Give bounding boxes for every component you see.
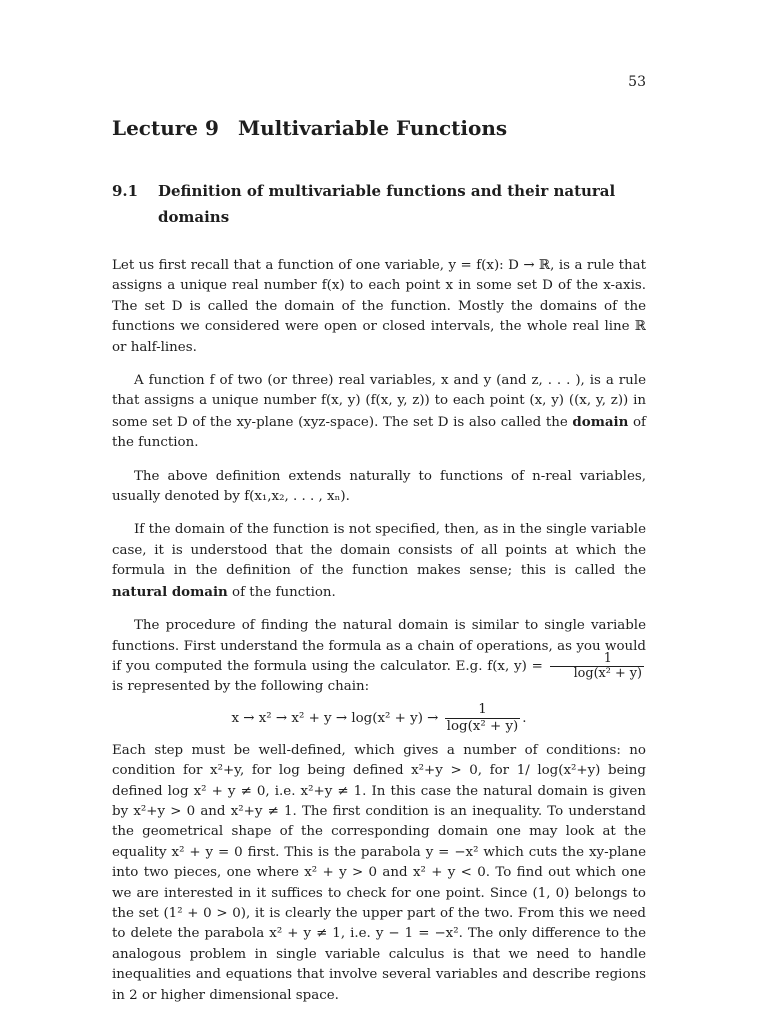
display-equation (112, 702, 646, 735)
equation-fraction (445, 702, 521, 735)
paragraph: Let us first recall that a function of one variable, y = f(x): D → ℝ, is a rule that assigns a unique real number f(x) to each point x in some set D of the x-axis. The set D is called the domain of the function. Mostly the domains of the functions we considered were open or closed intervals, the whole real line ℝ or half-lines. (112, 258, 646, 355)
equation-end: . (522, 710, 527, 726)
chapter-title-text: Multivariable Functions (238, 116, 508, 140)
paragraph: Each step must be well-defined, which gives a number of conditions: no condition for x²+y, for log being defined x²+y > 0, for 1/ log(x²+y) being defined log x² + y ≠ 0, i.e. x²+y ≠ 1. In this case the natural domain is given by x²+y > 0 and x²+y ≠ 1. The first condition is an inequality. To understand the geometrical shape of the corresponding domain one may look at the equality x² + y = 0 first. This is the parabola y = −x² which cuts the xy-plane into two pieces, one where x² + y > 0 and x² + y < 0. To find out which one we are interested in it suffices to check for one point. Since (1, 0) belongs to the set (1² + 0 > 0), it is clearly the upper part of the two. From this we need to delete the parabola x² + y ≠ 1, i.e. y − 1 = −x². The only difference to the analogous problem in single variable calculus is that we need to handle inequalities and equations that involve several variables and describe regions in 2 or higher dimensional space. (112, 742, 646, 1003)
paragraph-text: If the domain of the function is not specified, then, as in the single variable case, it is understood that the domain consists of all points at which the formula in the definition of the function makes sense; this is called the (112, 522, 646, 579)
inline-fraction (550, 652, 644, 681)
section-title-text: Definition of multivariable functions and their natural domains (158, 182, 616, 226)
chapter-title (112, 116, 652, 140)
paragraph: The above definition extends naturally to functions of n-real variables, usually denoted by f(x₁,x₂, . . . , xₙ). (112, 468, 646, 505)
equation-chain: x → x² → x² + y → log(x² + y) → (231, 710, 443, 726)
paragraph-text: of the function. (227, 584, 336, 600)
body-text (112, 256, 646, 1019)
chapter-number: Lecture 9 (112, 116, 219, 140)
paragraph-text: A function f of two (or three) real variables, x and y (and z, . . . ), is a rule that assigns a unique number f(x, y) (f(x, y, z)) to each point (x, y) ((x, y, z)) in some set D of the xy-plane (xyz-space). The set D is also called the (112, 373, 646, 430)
fraction-numerator: 1 (478, 701, 487, 717)
page-number: 53 (628, 74, 646, 90)
fraction-denominator: log(x² + y) (446, 718, 519, 734)
section-number: 9.1 (112, 182, 139, 200)
paragraph (112, 520, 646, 603)
paragraph-text: The procedure of finding the natural domain is similar to single variable functions. First understand the formula as a chain of operations, as you would if you computed the formula using the calculator. E.g. f(x, y) = (112, 618, 646, 674)
fraction-numerator: 1 (603, 650, 612, 666)
paragraph (112, 371, 646, 454)
bold-term: domain (572, 413, 629, 430)
paragraph-text: of the function. (112, 414, 646, 451)
fraction-denominator: log(x² + y) (550, 666, 644, 681)
paragraph-text: is represented by the following chain: (112, 679, 370, 695)
section-heading (112, 178, 652, 230)
paragraph (112, 616, 646, 698)
bold-term: natural domain (112, 583, 228, 600)
